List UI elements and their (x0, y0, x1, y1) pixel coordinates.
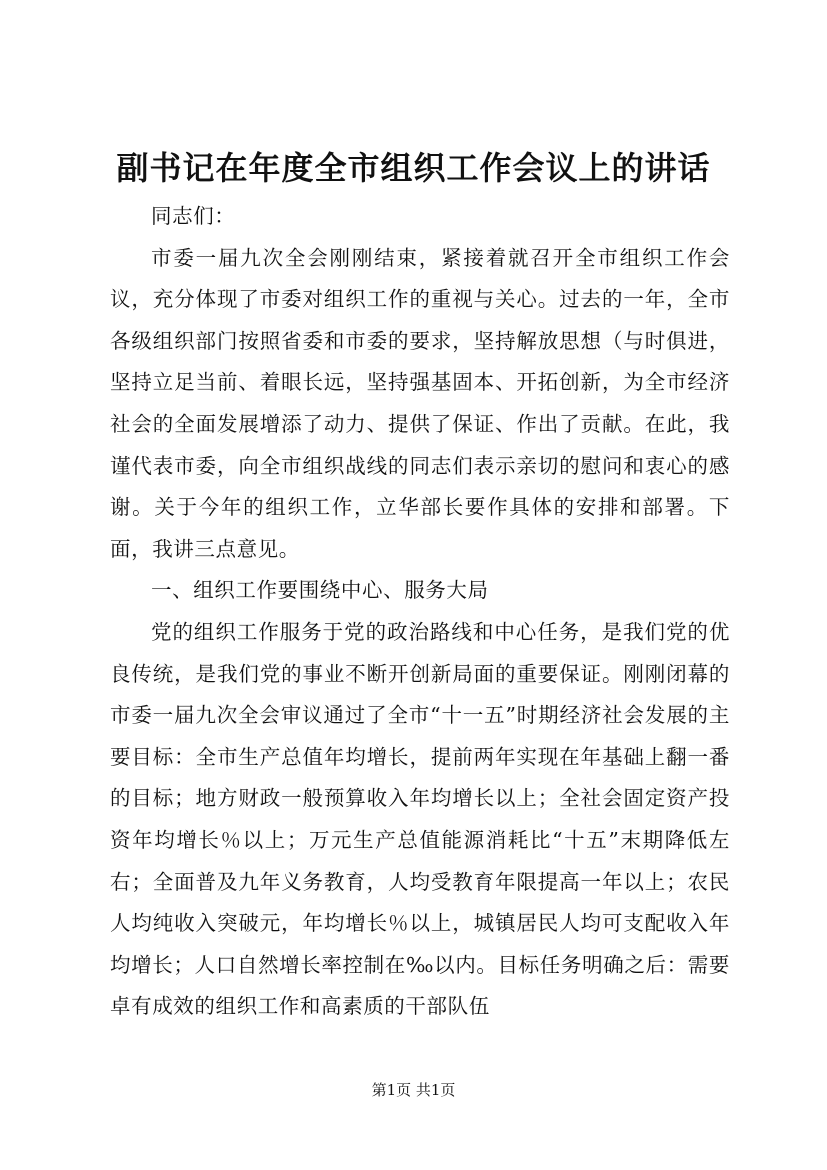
paragraph-2: 党的组织工作服务于党的政治路线和中心任务，是我们党的优良传统，是我们党的事业不断开创新局面的重要保证。刚刚闭幕的市委一届九次全会审议通过了全市“十一五”时期经济社会发展的主要目标：全市生产总值年均增长，提前两年实现在年基础上翻一番的目标；地方财政一般预算收入年均增长以上；全社会固定资产投资年均增长％以上；万元生产总值能源消耗比“十五”末期降低左右；全面普及九年义务教育，人均受教育年限提高一年以上；农民人均纯收入突破元，年均增长％以上，城镇居民人均可支配收入年均增长；人口自然增长率控制在‰以内。目标任务明确之后：需要卓有成效的组织工作和高素质的干部队伍 (110, 619, 730, 1019)
section-heading-1: 一、组织工作要围绕中心、服务大局 (151, 578, 489, 603)
paragraph-1: 市委一届九次全会刚刚结束，紧接着就召开全市组织工作会议，充分体现了市委对组织工作的重视与关心。过去的一年，全市各级组织部门按照省委和市委的要求，坚持解放思想（与时俱进，坚持立足当前、着眼长远，坚持强基固本、开拓创新，为全市经济社会的全面发展增添了动力、提供了保证、作出了贡献。在此，我谨代表市委，向全市组织战线的同志们表示亲切的慰问和衷心的感谢。关于今年的组织工作，立华部长要作具体的安排和部署。下面，我讲三点意见。 (110, 245, 730, 561)
page-footer: 第1页 共1页 (371, 1081, 456, 1099)
salutation: 同志们： (151, 204, 236, 228)
document-body (110, 196, 730, 1028)
document-title: 副书记在年度全市组织工作会议上的讲话 (116, 149, 711, 187)
